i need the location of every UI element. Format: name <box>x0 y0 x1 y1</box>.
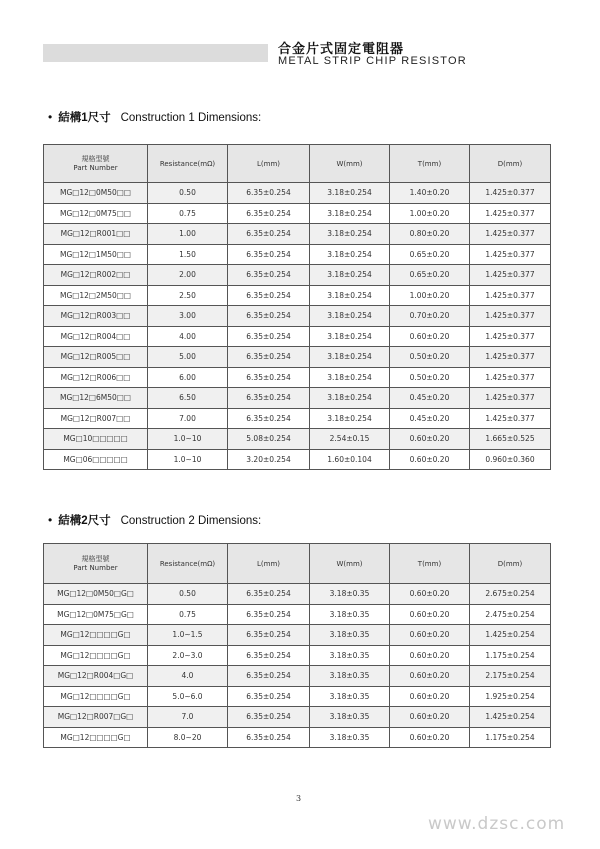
cell-resistance: 1.50 <box>148 244 228 265</box>
cell-thickness: 0.45±0.20 <box>390 408 470 429</box>
cell-width: 3.18±0.35 <box>310 645 390 666</box>
table-row <box>44 408 551 429</box>
cell-length: 6.35±0.254 <box>228 265 310 286</box>
cell-width: 3.18±0.254 <box>310 347 390 368</box>
cell-width: 3.18±0.254 <box>310 244 390 265</box>
cell-length: 6.35±0.254 <box>228 388 310 409</box>
cell-d: 2.175±0.254 <box>470 666 551 687</box>
page-number: 3 <box>296 794 302 803</box>
cell-length: 6.35±0.254 <box>228 326 310 347</box>
cell-d: 1.425±0.377 <box>470 367 551 388</box>
cell-thickness: 0.60±0.20 <box>390 666 470 687</box>
cell-d: 1.425±0.377 <box>470 408 551 429</box>
cell-length: 6.35±0.254 <box>228 604 310 625</box>
col-header-resistance: Resistance(mΩ) <box>148 145 228 183</box>
cell-thickness: 0.60±0.20 <box>390 326 470 347</box>
cell-width: 3.18±0.254 <box>310 326 390 347</box>
cell-thickness: 0.60±0.20 <box>390 625 470 646</box>
cell-part-number: MG□12□0M50□G□ <box>44 584 148 605</box>
cell-resistance: 2.0~3.0 <box>148 645 228 666</box>
cell-part-number: MG□12□R007□G□ <box>44 707 148 728</box>
cell-part-number: MG□12□2M50□□ <box>44 285 148 306</box>
cell-thickness: 0.60±0.20 <box>390 429 470 450</box>
table-row <box>44 666 551 687</box>
cell-d: 1.425±0.254 <box>470 625 551 646</box>
cell-resistance: 2.50 <box>148 285 228 306</box>
table-row <box>44 686 551 707</box>
table-row <box>44 285 551 306</box>
table-row <box>44 347 551 368</box>
section2-title-cn: 結構2尺寸 <box>58 515 111 527</box>
cell-d: 1.925±0.254 <box>470 686 551 707</box>
cell-d: 1.175±0.254 <box>470 727 551 748</box>
cell-resistance: 4.00 <box>148 326 228 347</box>
cell-d: 1.425±0.377 <box>470 183 551 204</box>
cell-width: 3.18±0.35 <box>310 604 390 625</box>
cell-d: 0.960±0.360 <box>470 449 551 470</box>
cell-part-number: MG□12□1M50□□ <box>44 244 148 265</box>
cell-width: 3.18±0.254 <box>310 203 390 224</box>
cell-resistance: 1.00 <box>148 224 228 245</box>
section2-title-en: Construction 2 Dimensions: <box>120 515 262 527</box>
cell-width: 3.18±0.254 <box>310 367 390 388</box>
cell-d: 1.425±0.254 <box>470 707 551 728</box>
cell-d: 1.425±0.377 <box>470 388 551 409</box>
cell-part-number: MG□12□R004□□ <box>44 326 148 347</box>
cell-width: 3.18±0.35 <box>310 727 390 748</box>
cell-part-number: MG□12□□□□G□ <box>44 645 148 666</box>
table-row <box>44 388 551 409</box>
header-grey-bar <box>43 44 268 62</box>
section2-heading <box>48 512 261 528</box>
cell-resistance: 1.0~10 <box>148 429 228 450</box>
cell-thickness: 1.00±0.20 <box>390 203 470 224</box>
cell-thickness: 0.45±0.20 <box>390 388 470 409</box>
table-row <box>44 645 551 666</box>
cell-thickness: 1.40±0.20 <box>390 183 470 204</box>
table-row <box>44 326 551 347</box>
cell-part-number: MG□12□R006□□ <box>44 367 148 388</box>
cell-d: 1.425±0.377 <box>470 347 551 368</box>
table-row <box>44 265 551 286</box>
cell-part-number: MG□12□□□□G□ <box>44 686 148 707</box>
cell-resistance: 7.0 <box>148 707 228 728</box>
cell-length: 6.35±0.254 <box>228 625 310 646</box>
table-row <box>44 625 551 646</box>
cell-thickness: 0.65±0.20 <box>390 244 470 265</box>
cell-resistance: 3.00 <box>148 306 228 327</box>
col-header-t: T(mm) <box>390 145 470 183</box>
cell-part-number: MG□12□R003□□ <box>44 306 148 327</box>
cell-thickness: 0.60±0.20 <box>390 449 470 470</box>
cell-resistance: 8.0~20 <box>148 727 228 748</box>
cell-resistance: 5.00 <box>148 347 228 368</box>
title-english: METAL STRIP CHIP RESISTOR <box>278 55 467 67</box>
table-row <box>44 203 551 224</box>
col-header-w: W(mm) <box>310 145 390 183</box>
cell-resistance: 4.0 <box>148 666 228 687</box>
cell-part-number: MG□10□□□□□ <box>44 429 148 450</box>
cell-part-number: MG□12□R001□□ <box>44 224 148 245</box>
cell-length: 6.35±0.254 <box>228 224 310 245</box>
cell-resistance: 7.00 <box>148 408 228 429</box>
cell-width: 3.18±0.35 <box>310 625 390 646</box>
table-row <box>44 429 551 450</box>
col-header-part-number: 規格型號 Part Number <box>44 145 148 183</box>
table-row <box>44 183 551 204</box>
cell-d: 2.475±0.254 <box>470 604 551 625</box>
col-header-resistance: Resistance(mΩ) <box>148 544 228 584</box>
watermark: www.dzsc.com <box>428 814 566 834</box>
cell-part-number: MG□12□□□□G□ <box>44 625 148 646</box>
cell-resistance: 0.50 <box>148 584 228 605</box>
construction1-table <box>43 144 551 470</box>
cell-d: 1.425±0.377 <box>470 265 551 286</box>
table-row <box>44 306 551 327</box>
col-header-l: L(mm) <box>228 544 310 584</box>
cell-d: 1.425±0.377 <box>470 224 551 245</box>
cell-thickness: 0.70±0.20 <box>390 306 470 327</box>
cell-d: 1.175±0.254 <box>470 645 551 666</box>
table-row <box>44 727 551 748</box>
cell-width: 3.18±0.35 <box>310 686 390 707</box>
col-header-l: L(mm) <box>228 145 310 183</box>
cell-d: 1.425±0.377 <box>470 244 551 265</box>
cell-length: 6.35±0.254 <box>228 645 310 666</box>
cell-part-number: MG□12□6M50□□ <box>44 388 148 409</box>
cell-thickness: 0.50±0.20 <box>390 347 470 368</box>
cell-width: 3.18±0.35 <box>310 584 390 605</box>
cell-width: 3.18±0.254 <box>310 285 390 306</box>
cell-length: 6.35±0.254 <box>228 183 310 204</box>
cell-resistance: 0.75 <box>148 604 228 625</box>
cell-resistance: 5.0~6.0 <box>148 686 228 707</box>
col-header-w: W(mm) <box>310 544 390 584</box>
cell-thickness: 1.00±0.20 <box>390 285 470 306</box>
cell-thickness: 0.65±0.20 <box>390 265 470 286</box>
cell-part-number: MG□06□□□□□ <box>44 449 148 470</box>
cell-thickness: 0.60±0.20 <box>390 645 470 666</box>
section1-title-cn: 結構1尺寸 <box>58 112 111 124</box>
cell-thickness: 0.60±0.20 <box>390 727 470 748</box>
cell-part-number: MG□12□R007□□ <box>44 408 148 429</box>
cell-width: 3.18±0.254 <box>310 306 390 327</box>
cell-thickness: 0.60±0.20 <box>390 584 470 605</box>
section1-title-en: Construction 1 Dimensions: <box>120 112 262 124</box>
cell-part-number: MG□12□0M50□□ <box>44 183 148 204</box>
cell-thickness: 0.60±0.20 <box>390 707 470 728</box>
col-header-t: T(mm) <box>390 544 470 584</box>
cell-length: 6.35±0.254 <box>228 408 310 429</box>
cell-d: 2.675±0.254 <box>470 584 551 605</box>
cell-part-number: MG□12□□□□G□ <box>44 727 148 748</box>
cell-thickness: 0.60±0.20 <box>390 686 470 707</box>
table-row <box>44 449 551 470</box>
cell-part-number: MG□12□R004□G□ <box>44 666 148 687</box>
cell-d: 1.425±0.377 <box>470 285 551 306</box>
cell-d: 1.425±0.377 <box>470 306 551 327</box>
cell-resistance: 6.00 <box>148 367 228 388</box>
col-header-d: D(mm) <box>470 145 551 183</box>
cell-part-number: MG□12□0M75□□ <box>44 203 148 224</box>
table-row <box>44 244 551 265</box>
table-row <box>44 367 551 388</box>
cell-length: 6.35±0.254 <box>228 306 310 327</box>
table-header-row <box>44 544 551 584</box>
cell-d: 1.425±0.377 <box>470 326 551 347</box>
cell-width: 3.18±0.35 <box>310 666 390 687</box>
cell-part-number: MG□12□0M75□G□ <box>44 604 148 625</box>
cell-resistance: 1.0~1.5 <box>148 625 228 646</box>
cell-width: 1.60±0.104 <box>310 449 390 470</box>
bullet-icon: • <box>48 110 53 124</box>
section1-heading <box>48 109 261 125</box>
cell-width: 3.18±0.254 <box>310 183 390 204</box>
col-header-part-number: 規格型號 Part Number <box>44 544 148 584</box>
cell-width: 3.18±0.35 <box>310 707 390 728</box>
table-row <box>44 584 551 605</box>
cell-length: 6.35±0.254 <box>228 203 310 224</box>
table-row <box>44 224 551 245</box>
cell-thickness: 0.50±0.20 <box>390 367 470 388</box>
cell-part-number: MG□12□R002□□ <box>44 265 148 286</box>
cell-width: 3.18±0.254 <box>310 224 390 245</box>
cell-resistance: 2.00 <box>148 265 228 286</box>
table-header-row <box>44 145 551 183</box>
cell-resistance: 6.50 <box>148 388 228 409</box>
title-chinese: 合金片式固定電阻器 <box>278 42 405 57</box>
cell-length: 3.20±0.254 <box>228 449 310 470</box>
col-header-d: D(mm) <box>470 544 551 584</box>
cell-part-number: MG□12□R005□□ <box>44 347 148 368</box>
cell-width: 3.18±0.254 <box>310 408 390 429</box>
cell-width: 3.18±0.254 <box>310 265 390 286</box>
cell-length: 5.08±0.254 <box>228 429 310 450</box>
cell-thickness: 0.80±0.20 <box>390 224 470 245</box>
cell-width: 3.18±0.254 <box>310 388 390 409</box>
cell-d: 1.425±0.377 <box>470 203 551 224</box>
cell-resistance: 0.50 <box>148 183 228 204</box>
cell-length: 6.35±0.254 <box>228 285 310 306</box>
table-row <box>44 707 551 728</box>
cell-length: 6.35±0.254 <box>228 347 310 368</box>
cell-length: 6.35±0.254 <box>228 244 310 265</box>
cell-length: 6.35±0.254 <box>228 367 310 388</box>
cell-length: 6.35±0.254 <box>228 584 310 605</box>
cell-width: 2.54±0.15 <box>310 429 390 450</box>
bullet-icon: • <box>48 513 53 527</box>
cell-d: 1.665±0.525 <box>470 429 551 450</box>
cell-length: 6.35±0.254 <box>228 707 310 728</box>
cell-length: 6.35±0.254 <box>228 686 310 707</box>
table-row <box>44 604 551 625</box>
cell-length: 6.35±0.254 <box>228 727 310 748</box>
cell-length: 6.35±0.254 <box>228 666 310 687</box>
cell-resistance: 1.0~10 <box>148 449 228 470</box>
cell-resistance: 0.75 <box>148 203 228 224</box>
construction2-table <box>43 543 551 748</box>
cell-thickness: 0.60±0.20 <box>390 604 470 625</box>
